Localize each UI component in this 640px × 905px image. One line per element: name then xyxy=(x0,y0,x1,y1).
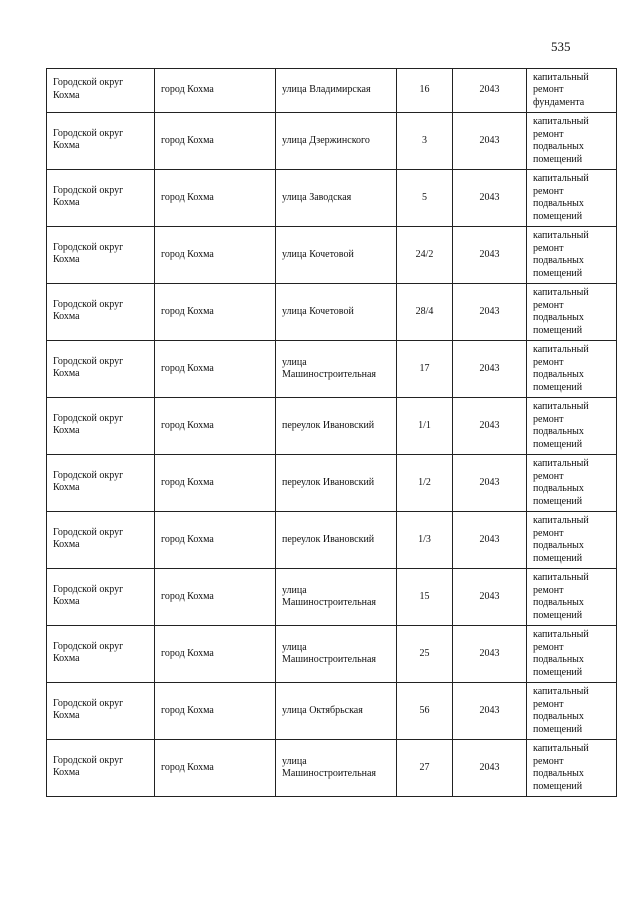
page-number: 535 xyxy=(551,39,571,54)
cell-work-type: капитальный ремонт подвальных помещений xyxy=(527,284,617,341)
cell-city: город Кохма xyxy=(155,512,276,569)
table-row xyxy=(47,341,617,398)
table-row xyxy=(47,398,617,455)
cell-year: 2043 xyxy=(453,398,527,455)
cell-year: 2043 xyxy=(453,113,527,170)
cell-street: улица Кочетовой xyxy=(276,284,397,341)
cell-city: город Кохма xyxy=(155,341,276,398)
cell-city: город Кохма xyxy=(155,455,276,512)
cell-street: улица Машиностроительная xyxy=(276,626,397,683)
cell-street: улица Владимирская xyxy=(276,69,397,113)
cell-work-type: капитальный ремонт подвальных помещений xyxy=(527,455,617,512)
cell-work-type: капитальный ремонт подвальных помещений xyxy=(527,569,617,626)
table-row xyxy=(47,284,617,341)
cell-house-number: 16 xyxy=(397,69,453,113)
cell-work-type: капитальный ремонт подвальных помещений xyxy=(527,113,617,170)
cell-year: 2043 xyxy=(453,740,527,797)
cell-year: 2043 xyxy=(453,683,527,740)
cell-year: 2043 xyxy=(453,284,527,341)
table-body xyxy=(47,69,617,797)
cell-street: улица Октябрьская xyxy=(276,683,397,740)
cell-work-type: капитальный ремонт подвальных помещений xyxy=(527,626,617,683)
cell-year: 2043 xyxy=(453,455,527,512)
cell-city: город Кохма xyxy=(155,569,276,626)
cell-city: город Кохма xyxy=(155,113,276,170)
cell-house-number: 17 xyxy=(397,341,453,398)
cell-house-number: 24/2 xyxy=(397,227,453,284)
cell-city: город Кохма xyxy=(155,626,276,683)
cell-street: улица Дзержинского xyxy=(276,113,397,170)
table-row xyxy=(47,455,617,512)
cell-okrug: Городской округ Кохма xyxy=(47,170,155,227)
cell-street: переулок Ивановский xyxy=(276,455,397,512)
cell-okrug: Городской округ Кохма xyxy=(47,569,155,626)
cell-okrug: Городской округ Кохма xyxy=(47,227,155,284)
cell-street: улица Машиностроительная xyxy=(276,569,397,626)
cell-year: 2043 xyxy=(453,626,527,683)
cell-okrug: Городской округ Кохма xyxy=(47,512,155,569)
cell-okrug: Городской округ Кохма xyxy=(47,740,155,797)
cell-street: переулок Ивановский xyxy=(276,398,397,455)
cell-house-number: 28/4 xyxy=(397,284,453,341)
cell-okrug: Городской округ Кохма xyxy=(47,683,155,740)
cell-house-number: 1/2 xyxy=(397,455,453,512)
cell-street: улица Машиностроительная xyxy=(276,341,397,398)
cell-house-number: 1/1 xyxy=(397,398,453,455)
cell-house-number: 5 xyxy=(397,170,453,227)
cell-city: город Кохма xyxy=(155,740,276,797)
cell-year: 2043 xyxy=(453,170,527,227)
cell-okrug: Городской округ Кохма xyxy=(47,455,155,512)
cell-house-number: 27 xyxy=(397,740,453,797)
table-row xyxy=(47,569,617,626)
cell-house-number: 15 xyxy=(397,569,453,626)
cell-house-number: 1/3 xyxy=(397,512,453,569)
cell-street: улица Заводская xyxy=(276,170,397,227)
cell-okrug: Городской округ Кохма xyxy=(47,69,155,113)
table-row xyxy=(47,512,617,569)
table-row xyxy=(47,740,617,797)
cell-city: город Кохма xyxy=(155,683,276,740)
cell-work-type: капитальный ремонт подвальных помещений xyxy=(527,398,617,455)
cell-okrug: Городской округ Кохма xyxy=(47,398,155,455)
cell-year: 2043 xyxy=(453,512,527,569)
cell-work-type: капитальный ремонт подвальных помещений xyxy=(527,227,617,284)
cell-city: город Кохма xyxy=(155,284,276,341)
cell-work-type: капитальный ремонт подвальных помещений xyxy=(527,170,617,227)
cell-okrug: Городской округ Кохма xyxy=(47,341,155,398)
cell-city: город Кохма xyxy=(155,398,276,455)
table-row xyxy=(47,626,617,683)
cell-year: 2043 xyxy=(453,569,527,626)
table-row xyxy=(47,69,617,113)
cell-okrug: Городской округ Кохма xyxy=(47,626,155,683)
table-row xyxy=(47,683,617,740)
cell-work-type: капитальный ремонт подвальных помещений xyxy=(527,341,617,398)
cell-year: 2043 xyxy=(453,227,527,284)
cell-year: 2043 xyxy=(453,69,527,113)
cell-house-number: 25 xyxy=(397,626,453,683)
cell-work-type: капитальный ремонт подвальных помещений xyxy=(527,740,617,797)
table-row xyxy=(47,227,617,284)
cell-street: улица Кочетовой xyxy=(276,227,397,284)
cell-work-type: капитальный ремонт подвальных помещений xyxy=(527,512,617,569)
cell-okrug: Городской округ Кохма xyxy=(47,284,155,341)
cell-work-type: капитальный ремонт фундамента xyxy=(527,69,617,113)
table-row xyxy=(47,113,617,170)
cell-street: переулок Ивановский xyxy=(276,512,397,569)
cell-house-number: 56 xyxy=(397,683,453,740)
cell-okrug: Городской округ Кохма xyxy=(47,113,155,170)
table-row xyxy=(47,170,617,227)
cell-city: город Кохма xyxy=(155,170,276,227)
cell-street: улица Машиностроительная xyxy=(276,740,397,797)
cell-city: город Кохма xyxy=(155,227,276,284)
cell-year: 2043 xyxy=(453,341,527,398)
repair-register-table xyxy=(46,68,617,797)
cell-work-type: капитальный ремонт подвальных помещений xyxy=(527,683,617,740)
cell-house-number: 3 xyxy=(397,113,453,170)
cell-city: город Кохма xyxy=(155,69,276,113)
